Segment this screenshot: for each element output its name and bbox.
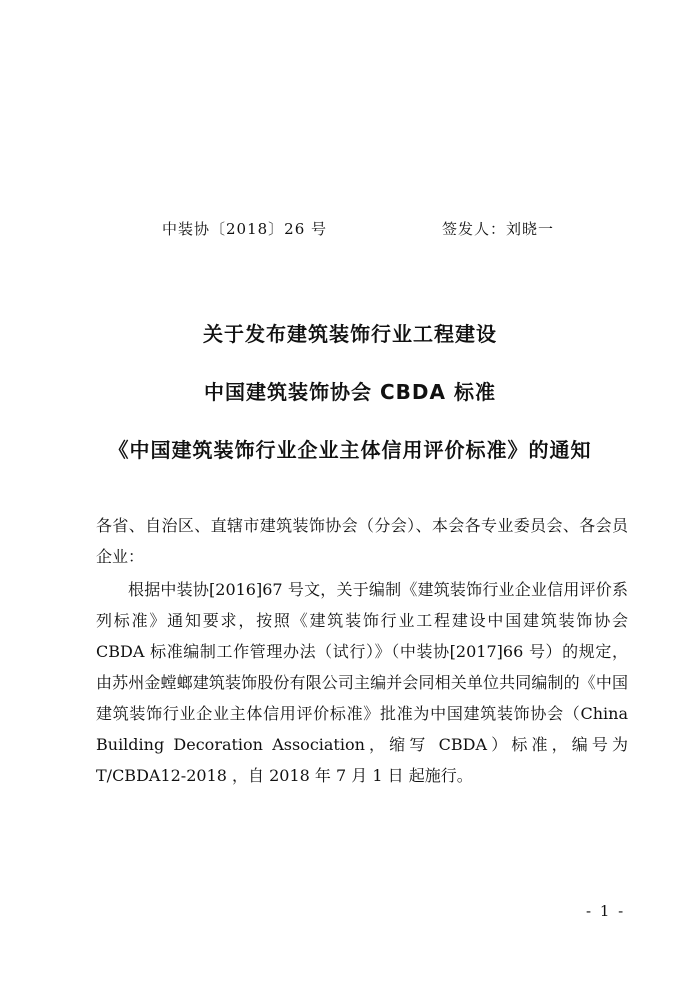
page-number: - 1 -	[586, 902, 626, 920]
signer: 签发人：刘晓一	[442, 220, 555, 238]
title-line-2: 中国建筑装饰协会 CBDA 标准	[204, 380, 496, 404]
title-line-1: 关于发布建筑装饰行业工程建设	[203, 322, 497, 346]
document-reference-number: 中装协〔2018〕26 号	[162, 220, 328, 238]
title-line-3: 《中国建筑装饰行业企业主体信用评价标准》的通知	[108, 438, 592, 462]
body-paragraph: 根据中装协[2016]67 号文，关于编制《建筑装饰行业企业信用评价系列标准》通知要求，按照《建筑装饰行业工程建设中国建筑装饰协会 CBDA 标准编制工作管理办法（试行）》（中装协[2017]66 号）的规定，由苏州金螳螂建筑装饰股份有限公司主编并会同相关单位共同编制的《中国建筑装饰行业企业主体信用评价标准》批准为中国建筑装饰协会（China Building Decoration Association，缩写 CBDA）标准，编号为 T/CBDA12-2018 ，自 2018 年 7 月 1 日 起施行。	[96, 580, 628, 785]
salutation: 各省、自治区、直辖市建筑装饰协会（分会）、本会各专业委员会、各会员企业：	[96, 516, 628, 566]
